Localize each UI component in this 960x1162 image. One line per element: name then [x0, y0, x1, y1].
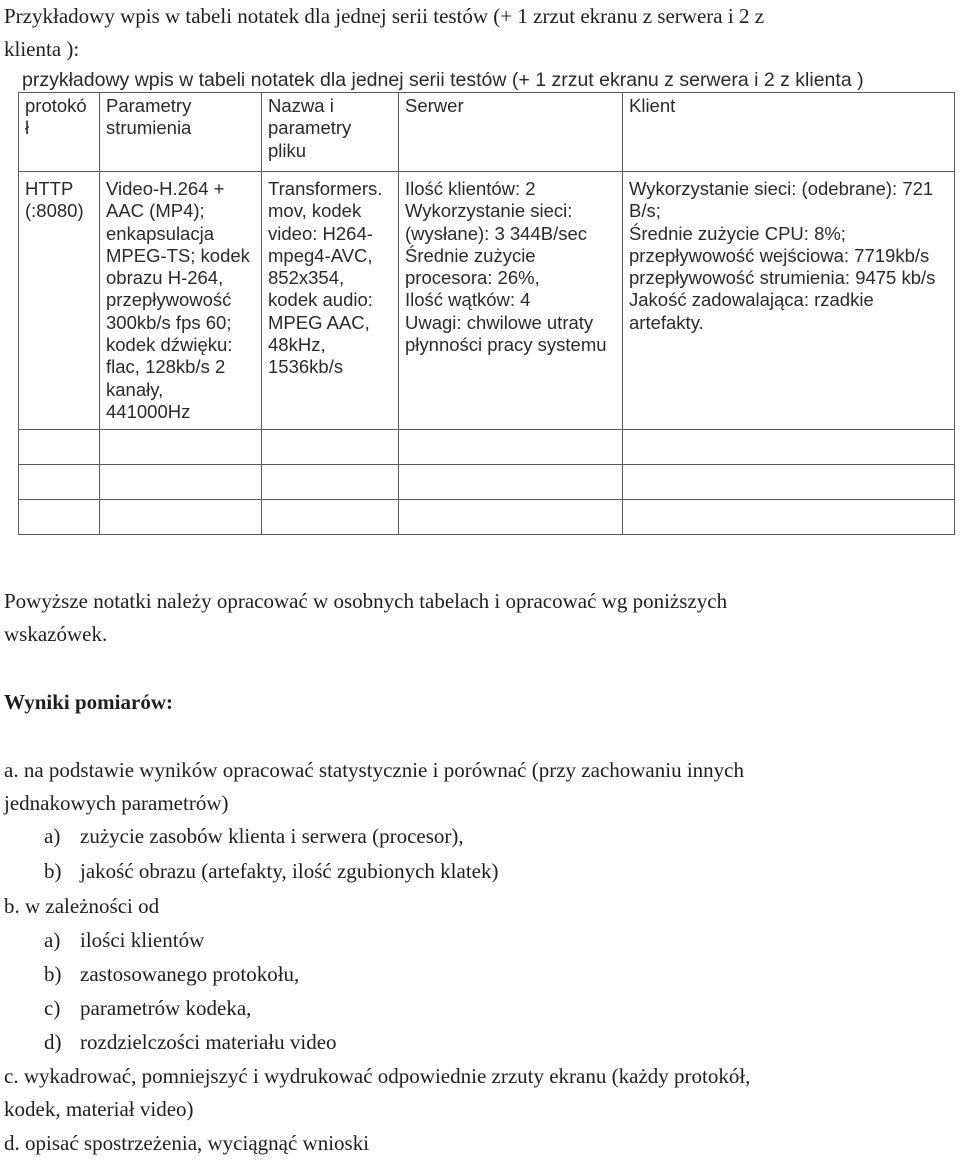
- list-marker: c): [44, 996, 61, 1020]
- item-a: [4, 754, 954, 820]
- table-caption: przykładowy wpis w tabeli notatek dla jednej serii testów (+ 1 zrzut ekranu z serwera i 2 z klienta ): [22, 69, 864, 91]
- example-notes-table-scan: [18, 68, 958, 528]
- header-file: Nazwa i parametry pliku: [262, 93, 399, 172]
- list-marker: a): [44, 928, 61, 952]
- table-row: [19, 172, 955, 430]
- list-item: [44, 1026, 337, 1059]
- list-item-text: zastosowanego protokołu,: [80, 962, 300, 986]
- header-protocol: protokó ł: [19, 93, 100, 172]
- cell-protocol: HTTP (:8080): [19, 172, 100, 430]
- list-item: [44, 820, 464, 853]
- notes-line-1: Powyższe notatki należy opracować w osobnych tabelach i opracować wg poniższych: [4, 589, 728, 613]
- cell-server: Ilość klientów: 2 Wykorzystanie sieci: (wysłane): 3 344B/sec Średnie zużycie procesora: 26%, Ilość wątków: 4 Uwagi: chwilowe utraty płynności pracy systemu: [399, 172, 623, 430]
- list-marker: b): [44, 962, 62, 986]
- list-item-text: jakość obrazu (artefakty, ilość zgubionych klatek): [80, 859, 499, 883]
- item-a-line-2: jednakowych parametrów): [4, 791, 229, 815]
- intro-line-2: klienta ):: [4, 37, 80, 61]
- list-marker: d): [44, 1030, 62, 1054]
- table-empty-row: [19, 465, 955, 500]
- header-server: Serwer: [399, 93, 623, 172]
- list-item-text: parametrów kodeka,: [80, 996, 252, 1020]
- intro-paragraph: [4, 0, 954, 66]
- list-item: [44, 958, 299, 991]
- list-item-text: ilości klientów: [80, 928, 205, 952]
- table-empty-row: [19, 500, 955, 535]
- list-marker: a): [44, 824, 61, 848]
- notes-table: [18, 92, 955, 535]
- cell-file: Transformers. mov, kodek video: H264- mpeg4-AVC, 852x354, kodek audio: MPEG AAC, 48kHz, 1536kb/s: [262, 172, 399, 430]
- table-header-row: [19, 93, 955, 172]
- list-item: [44, 992, 251, 1025]
- item-c-line-2: kodek, materiał video): [4, 1097, 194, 1121]
- item-a-line-1: a. na podstawie wyników opracować statystycznie i porównać (przy zachowaniu innych: [4, 758, 744, 782]
- cell-stream-params: Video-H.264 + AAC (MP4); enkapsulacja MPEG-TS; kodek obrazu H-264, przepływowość 300kb/s fps 60; kodek dźwięku: flac, 128kb/s 2 kanały, 441000Hz: [100, 172, 262, 430]
- item-b: b. w zależności od: [4, 894, 160, 918]
- results-heading: Wyniki pomiarów:: [4, 690, 173, 714]
- notes-paragraph: [4, 585, 954, 651]
- list-item: [44, 855, 498, 888]
- notes-line-2: wskazówek.: [4, 622, 108, 646]
- intro-line-1: Przykładowy wpis w tabeli notatek dla jednej serii testów (+ 1 zrzut ekranu z serwera i 2 z: [4, 4, 765, 28]
- table-empty-row: [19, 430, 955, 465]
- list-item: [44, 924, 204, 957]
- header-client: Klient: [623, 93, 955, 172]
- list-marker: b): [44, 859, 62, 883]
- item-c: [4, 1060, 954, 1126]
- item-c-line-1: c. wykadrować, pomniejszyć i wydrukować odpowiednie zrzuty ekranu (każdy protokół,: [4, 1064, 751, 1088]
- item-d: d. opisać spostrzeżenia, wyciągnąć wnioski: [4, 1131, 370, 1155]
- header-stream-params: Parametry strumienia: [100, 93, 262, 172]
- cell-client: Wykorzystanie sieci: (odebrane): 721 B/s; Średnie zużycie CPU: 8%; przepływowość wejściowa: 7719kb/s przepływowość strumienia: 9475 kb/s Jakość zadowalająca: rzadkie artefakty.: [623, 172, 955, 430]
- list-item-text: rozdzielczości materiału video: [80, 1030, 337, 1054]
- list-item-text: zużycie zasobów klienta i serwera (procesor),: [80, 824, 464, 848]
